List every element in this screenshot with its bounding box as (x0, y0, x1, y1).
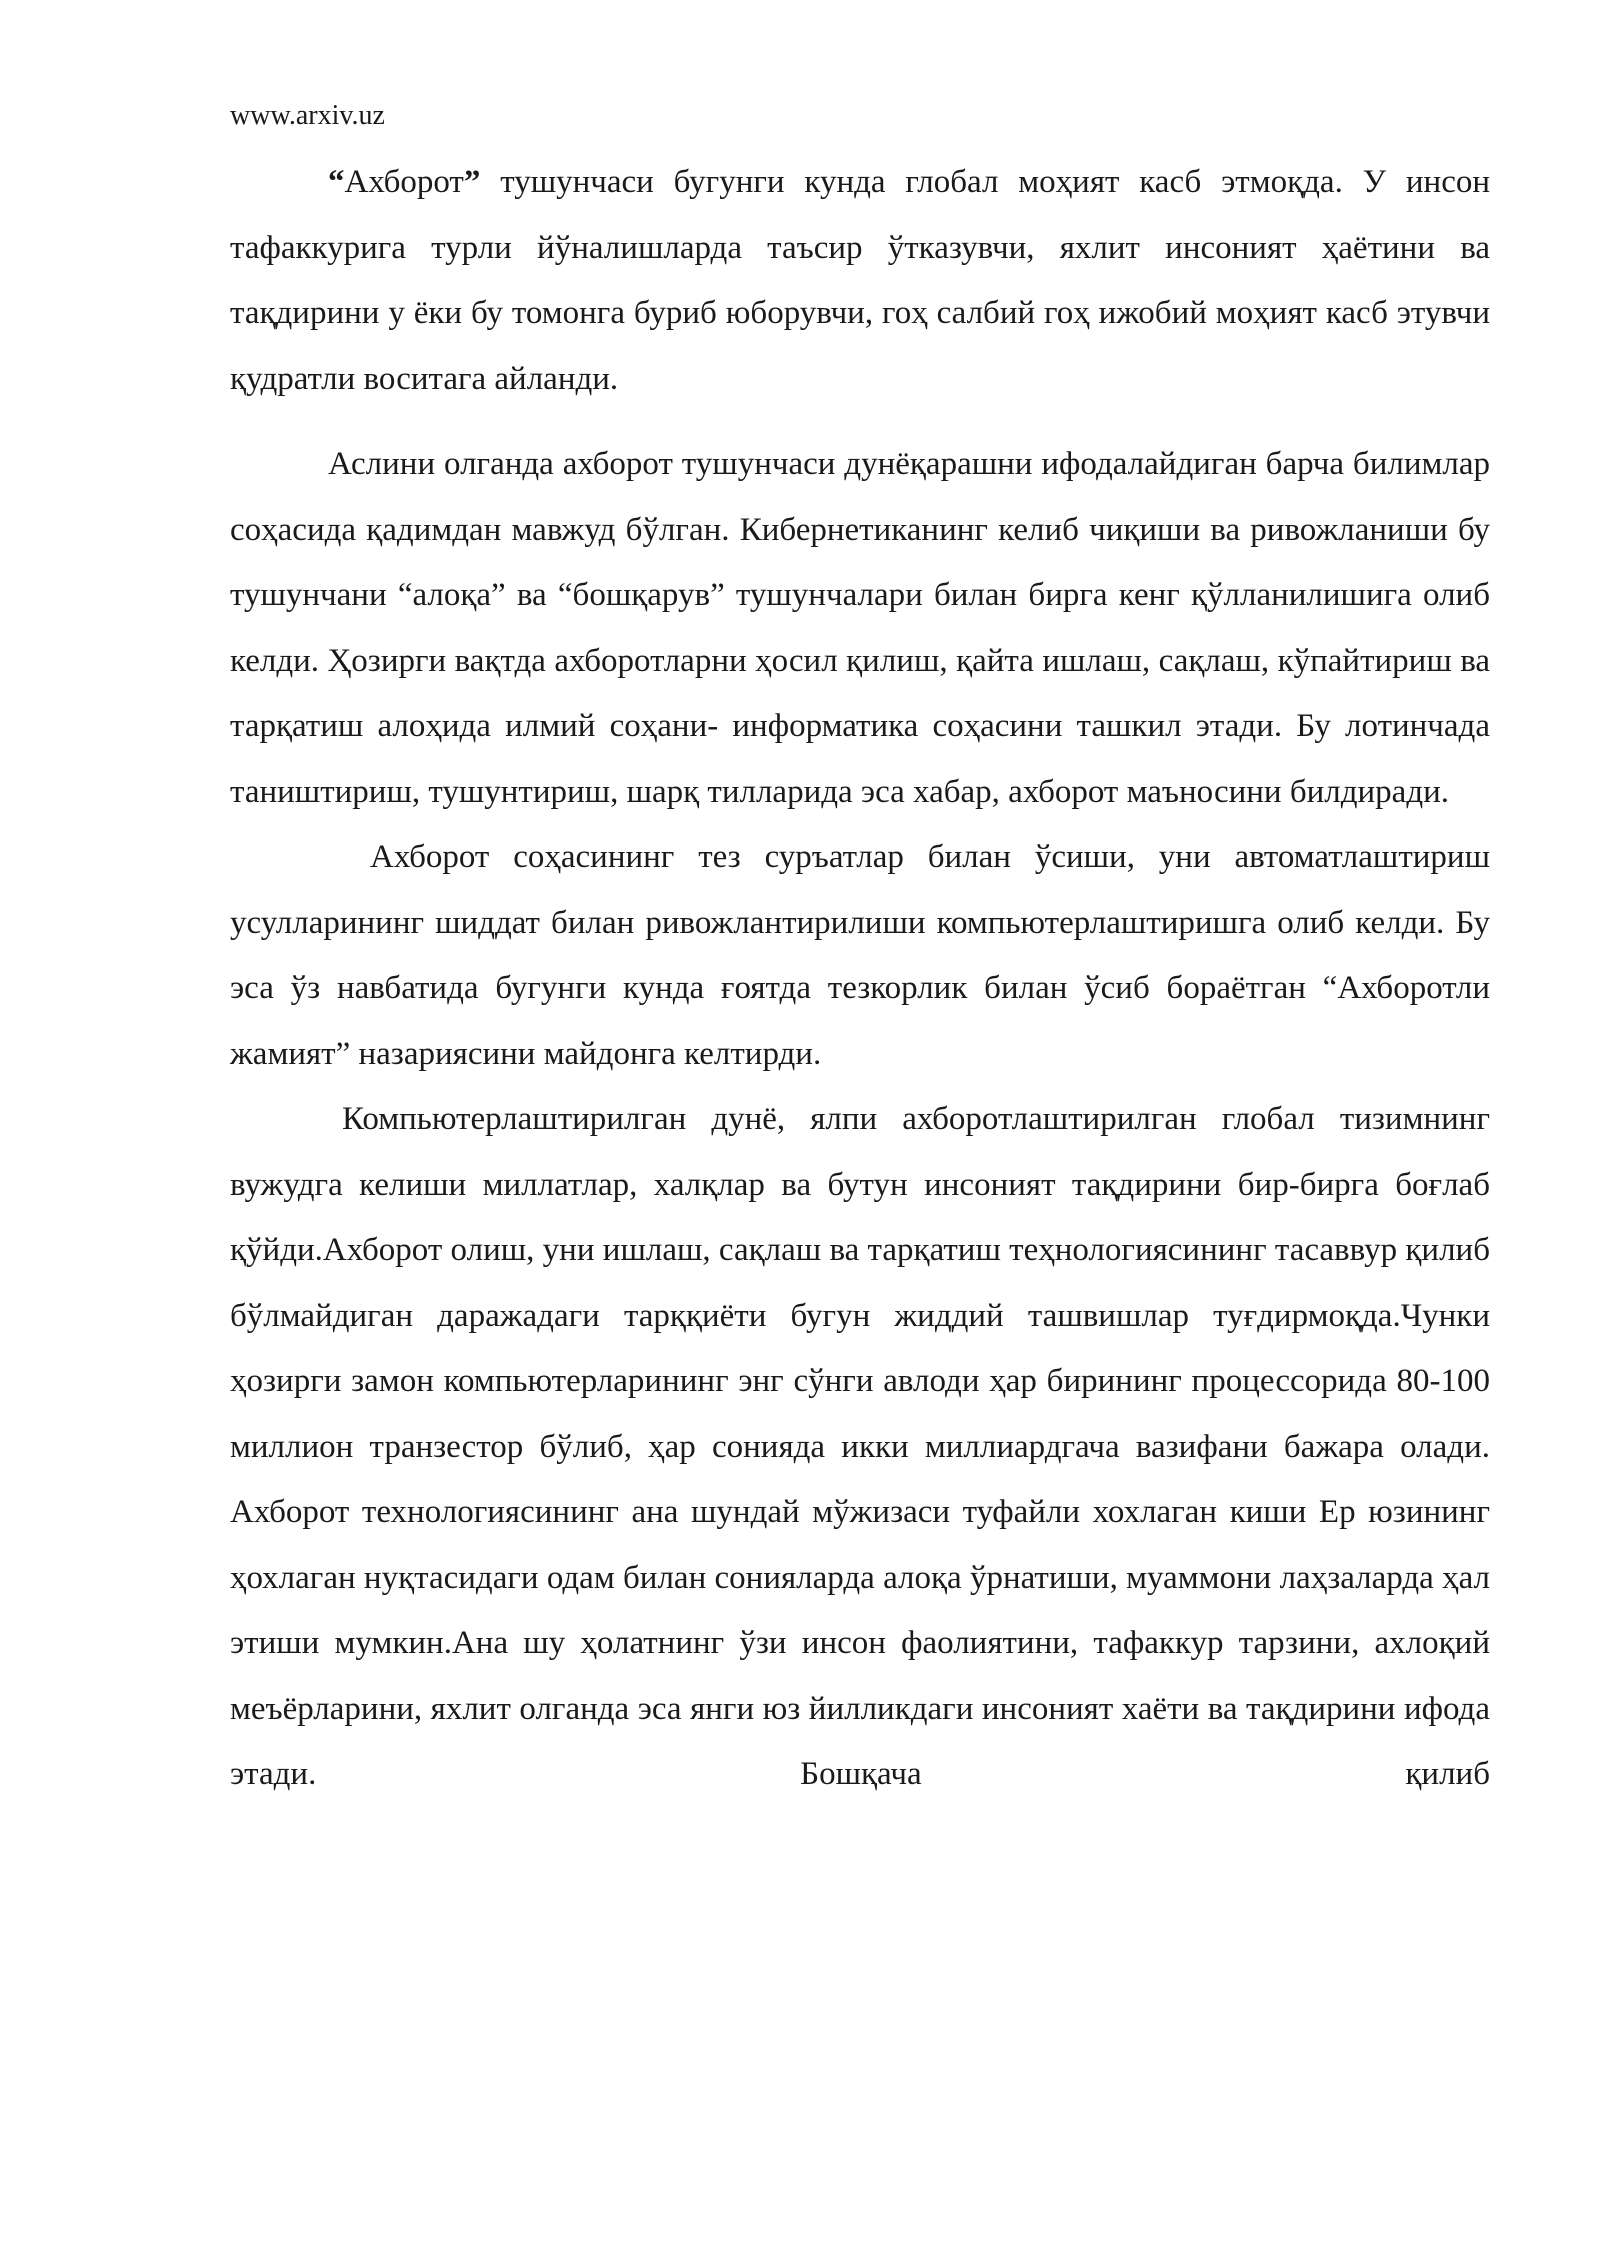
close-quote: ” (463, 164, 481, 200)
paragraph-1-text: тушунчаси бугунги кунда глобал моҳият касб этмоқда. У инсон тафаккурига турли йўналишларда таъсир ўтказувчи, яхлит инсоният ҳаётини ва тақдирини у ёки бу томонга буриб юборувчи, гоҳ салбий гоҳ ижобий моҳият касб этувчи қудратли воситага айланди. (230, 164, 1490, 397)
quoted-term: Ахборот (344, 164, 464, 200)
paragraph-4: Компьютерлаштирилган дунё, ялпи ахборотлаштирилган глобал тизимнинг вужудга келиши миллатлар, халқлар ва бутун инсоният тақдирини бир-бирга боғлаб қўйди.Ахборот олиш, уни ишлаш, сақлаш ва тарқатиш теҳнологиясининг тасаввур қилиб бўлмайдиган даражадаги тарққиёти бугун жиддий ташвишлар туғдирмоқда.Чунки ҳозирги замон компьютерларининг энг сўнги авлоди ҳар бирининг процессорида 80-100 миллион транзестор бўлиб, ҳар сонияда икки миллиардгача вазифани бажара олади. Ахборот технологиясининг ана шундай мўжизаси туфайли хохлаган киши Ер юзининг ҳохлаган нуқтасидаги одам билан сонияларда алоқа ўрнатиши, муаммони лаҳзаларда ҳал этиши мумкин.Ана шу ҳолатнинг ўзи инсон фаолиятини, тафаккур тарзини, ахлоқий меъёрларини, яхлит олганда эса янги юз йилликдаги инсоният хаёти ва тақдирини ифода этади. Бошқача қилиб (230, 1101, 1490, 1792)
header-url: www.arxiv.uz (230, 100, 385, 131)
paragraph-3: Ахборот соҳасининг тез суръатлар билан ўсиши, уни автоматлаштириш усулларининг шиддат билан ривожлантирилиши компьютерлаштиришга олиб келди. Бу эса ўз навбатида бугунги кунда ғоятда тезкорлик билан ўсиб бораётган “Ахборотли жамият” назариясини майдонга келтирди. (230, 839, 1490, 1072)
paragraph-1 (230, 150, 1490, 412)
document-body (230, 150, 1490, 1808)
paragraph-2: Аслини олганда ахборот тушунчаси дунёқарашни ифодалайдиган барча билимлар соҳасида қадимдан мавжуд бўлган. Кибернетиканинг келиб чиқиши ва ривожланиши бу тушунчани “алоқа” ва “бошқарув” тушунчалари билан бирга кенг қўлланилишига олиб келди. Ҳозирги вақтда ахборотларни ҳосил қилиш, қайта ишлаш, сақлаш, кўпайтириш ва тарқатиш алоҳида илмий соҳани- информатика соҳасини ташкил этади. Бу лотинчада таништириш, тушунтириш, шарқ тилларида эса хабар, ахборот маъносини билдиради. (230, 446, 1490, 810)
open-quote: “ (328, 164, 345, 200)
